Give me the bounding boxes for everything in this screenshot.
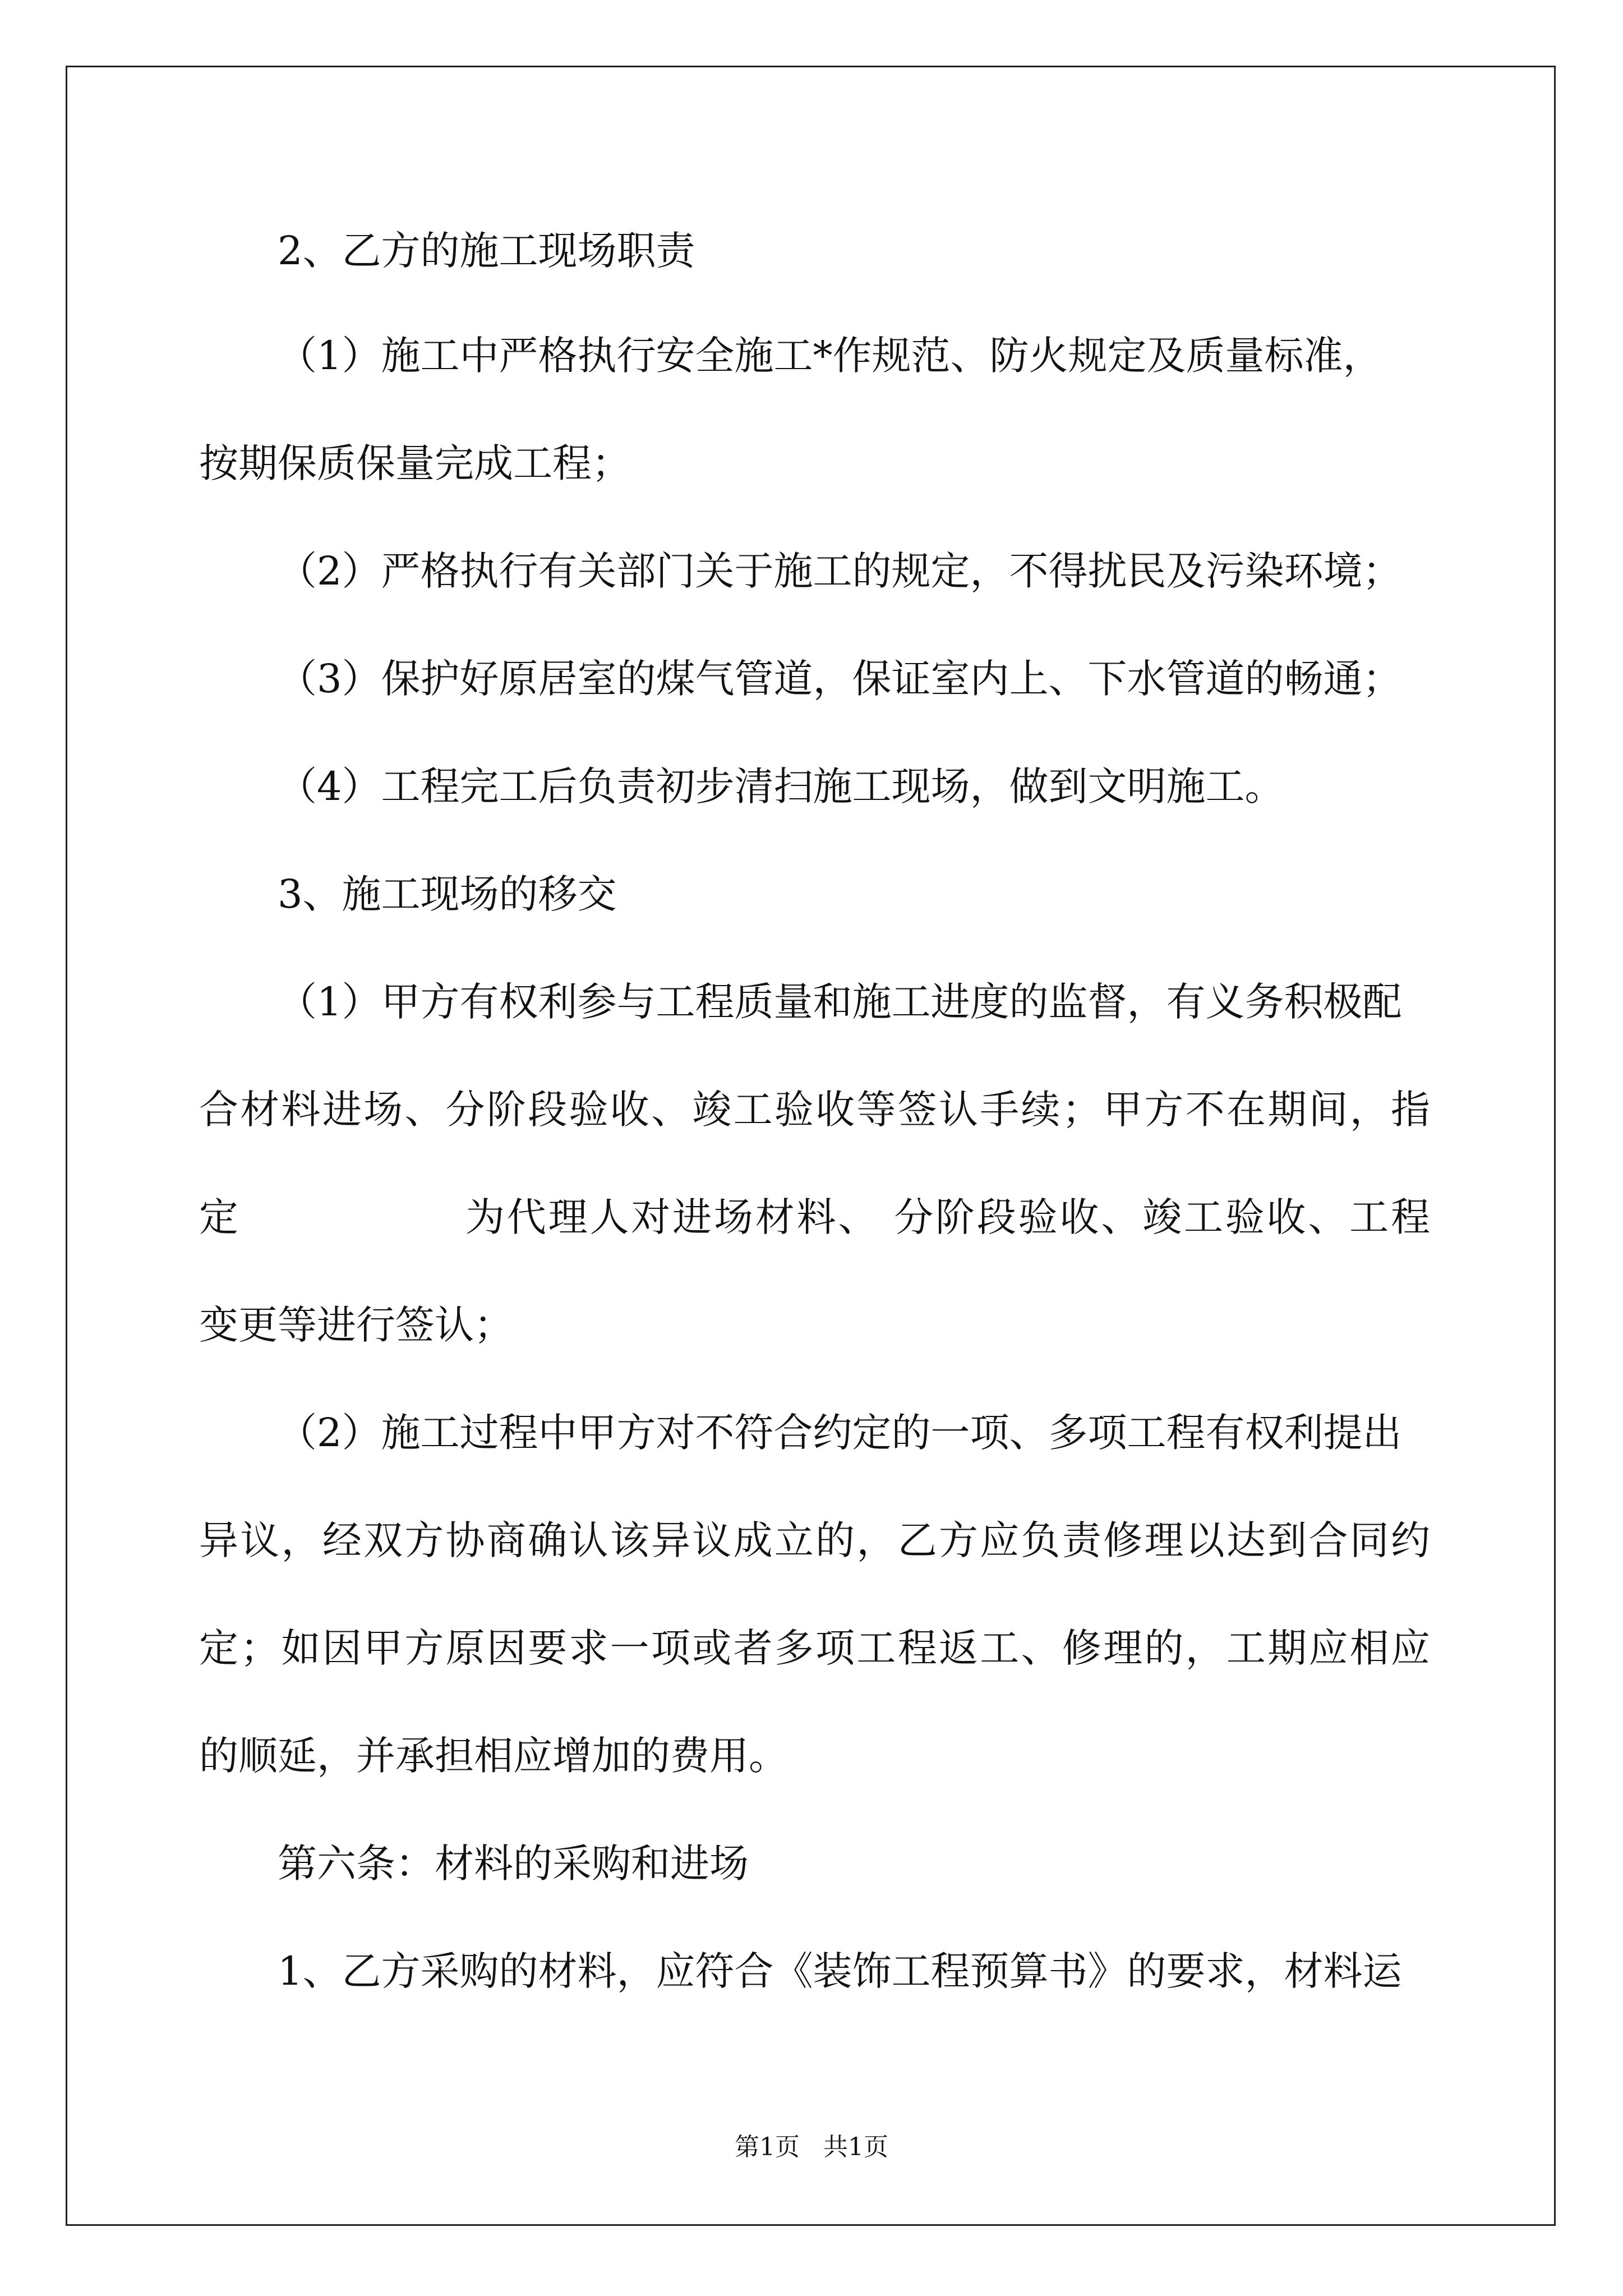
- page-border: [66, 66, 1556, 2226]
- page-footer: 第1页 共1页: [735, 2133, 888, 2161]
- paragraph-line: （1）甲方有权利参与工程质量和施工进度的监督，有义务积极配: [278, 979, 1402, 1025]
- paragraph-line: （3）保护好原居室的煤气管道，保证室内上、下水管道的畅通；: [278, 656, 1402, 702]
- paragraph-line: 1、乙方采购的材料，应符合《装饰工程预算书》的要求，材料运: [278, 1948, 1402, 1994]
- paragraph-line: 定；如因甲方原因要求一项或者多项工程返工、修理的，工期应相应: [199, 1625, 1430, 1671]
- paragraph-line-start: 定: [199, 1194, 238, 1240]
- article-heading: 第六条：材料的采购和进场: [278, 1841, 749, 1887]
- section-heading-3: 3、施工现场的移交: [278, 871, 617, 917]
- paragraph-line: 合材料进场、分阶段验收、竣工验收等签认手续；甲方不在期间，指: [199, 1087, 1430, 1133]
- paragraph-line: 变更等进行签认；: [199, 1302, 513, 1348]
- paragraph-line-end: 为代理人对进场材料、 分阶段验收、竣工验收、工程: [465, 1194, 1430, 1240]
- paragraph-line: （1）施工中严格执行安全施工*作规范、防火规定及质量标准，: [278, 333, 1382, 379]
- paragraph-line: （2）严格执行有关部门关于施工的规定，不得扰民及污染环境；: [278, 548, 1402, 594]
- paragraph-line: 的顺延，并承担相应增加的费用。: [199, 1733, 788, 1779]
- paragraph-line: 按期保质保量完成工程；: [199, 440, 631, 486]
- paragraph-line: （2）施工过程中甲方对不符合约定的一项、多项工程有权利提出: [278, 1410, 1402, 1456]
- paragraph-line: （4）工程完工后负责初步清扫施工现场，做到文明施工。: [278, 763, 1284, 809]
- paragraph-line: 异议，经双方协商确认该异议成立的，乙方应负责修理以达到合同约: [199, 1517, 1430, 1563]
- section-heading-2: 2、乙方的施工现场职责: [278, 228, 695, 274]
